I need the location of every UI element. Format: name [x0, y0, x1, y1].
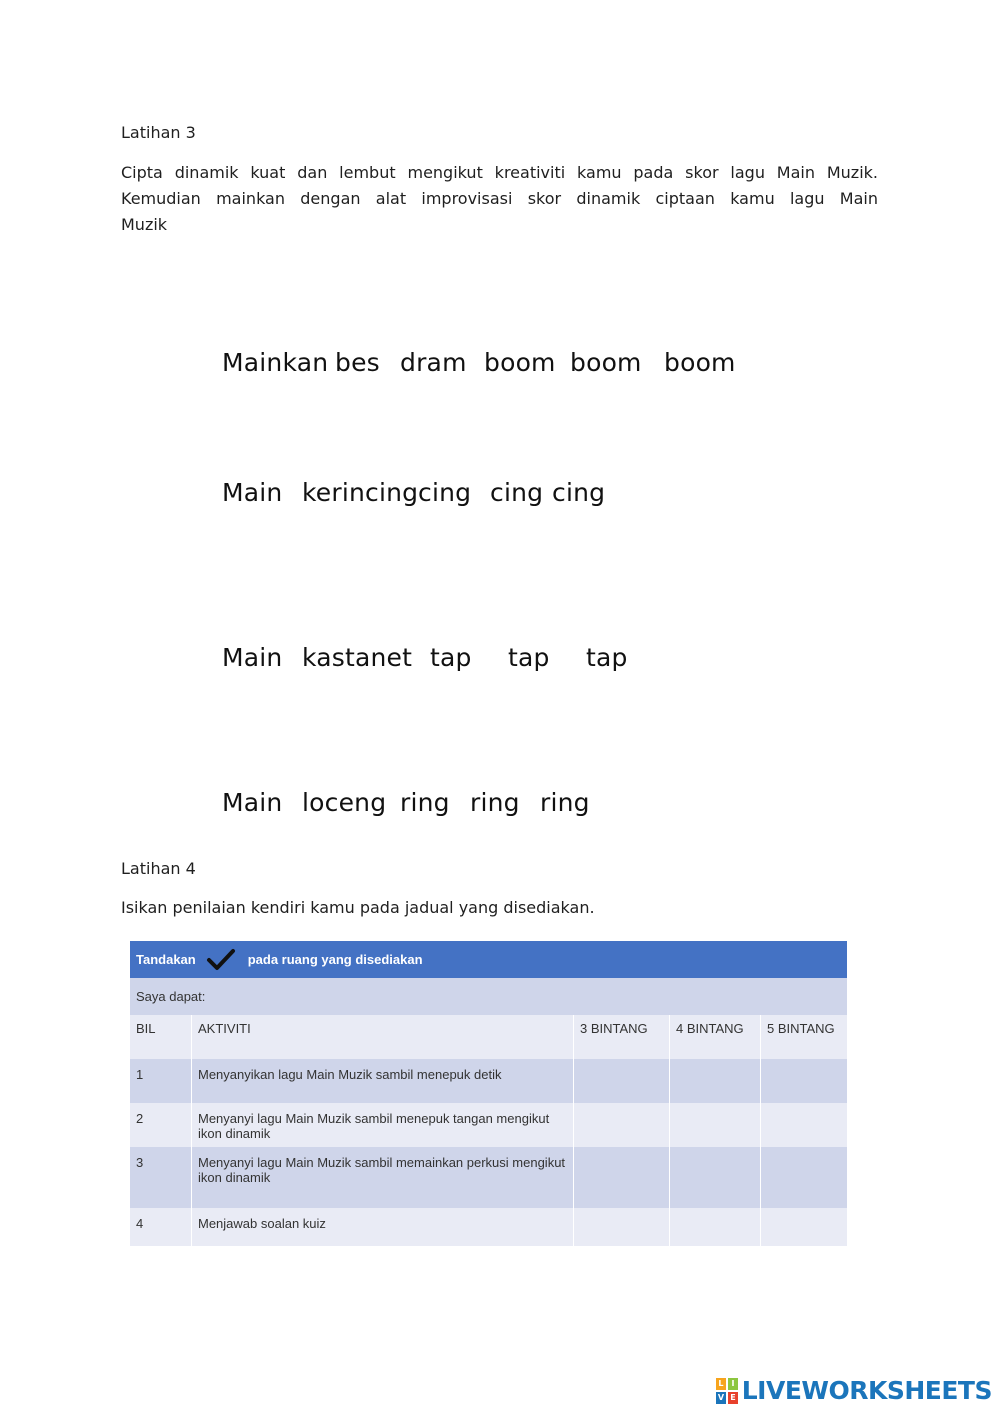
logo-letter: V	[716, 1392, 726, 1404]
lyric-word: Main	[222, 478, 283, 507]
brand-name: LIVEWORKSHEETS	[741, 1376, 992, 1405]
instruction-line-2: Kemudian mainkan dengan alat improvisasi skor dinamik ciptaan kamu lagu Main	[121, 189, 878, 208]
logo-letter: I	[728, 1378, 738, 1390]
checkmark-icon	[206, 948, 236, 972]
lyric-word: cing	[552, 478, 606, 507]
lyric-word: cing	[418, 478, 472, 507]
table-row	[130, 1147, 847, 1208]
header-suffix: pada ruang yang disediakan	[247, 952, 423, 967]
instruction-line-3: Muzik	[121, 215, 168, 234]
rating-cell-4[interactable]	[670, 1059, 761, 1103]
rating-cell-5[interactable]	[761, 1147, 847, 1208]
lyric-word: tap	[586, 643, 628, 672]
liveworksheets-logo[interactable]	[716, 1376, 992, 1405]
header-prefix: Tandakan	[136, 952, 196, 967]
table-header	[130, 941, 847, 978]
lyric-word: ring	[470, 788, 520, 817]
lyric-word: cing	[490, 478, 544, 507]
lyric-word: kastanet	[302, 643, 413, 672]
latihan4-title: Latihan 4	[121, 859, 196, 878]
rating-cell-3[interactable]	[574, 1147, 670, 1208]
lyric-word: boom	[484, 348, 556, 377]
rating-cell-3[interactable]	[574, 1208, 670, 1246]
lyric-word: boom	[570, 348, 642, 377]
row-aktiviti: Menjawab soalan kuiz	[192, 1208, 574, 1246]
lyric-word: ring	[400, 788, 450, 817]
table-row	[130, 1059, 847, 1103]
row-aktiviti: Menyanyi lagu Main Muzik sambil memainkan perkusi mengikut ikon dinamik	[192, 1147, 574, 1208]
lyric-word: boom	[664, 348, 736, 377]
rating-cell-3[interactable]	[574, 1059, 670, 1103]
rating-cell-4[interactable]	[670, 1208, 761, 1246]
lyric-word: loceng	[302, 788, 387, 817]
row-bil: 2	[130, 1103, 192, 1147]
rating-cell-4[interactable]	[670, 1147, 761, 1208]
lyric-word: tap	[430, 643, 472, 672]
rating-cell-3[interactable]	[574, 1103, 670, 1147]
column-header-bil: BIL	[130, 1015, 192, 1059]
lyric-word: tap	[508, 643, 550, 672]
row-bil: 1	[130, 1059, 192, 1103]
rating-cell-5[interactable]	[761, 1059, 847, 1103]
rating-cell-5[interactable]	[761, 1208, 847, 1246]
row-bil: 4	[130, 1208, 192, 1246]
latihan3-instruction	[121, 160, 878, 238]
rating-cell-5[interactable]	[761, 1103, 847, 1147]
lyric-word: Mainkan	[222, 348, 329, 377]
lyric-word: bes	[335, 348, 380, 377]
latihan4-instruction: Isikan penilaian kendiri kamu pada jadual yang disediakan.	[121, 898, 595, 917]
lyric-word: kerincing	[302, 478, 419, 507]
row-aktiviti: Menyanyi lagu Main Muzik sambil menepuk tangan mengikut ikon dinamik	[192, 1103, 574, 1147]
self-assessment-table	[130, 941, 847, 1246]
rating-cell-4[interactable]	[670, 1103, 761, 1147]
liveworksheets-logo-icon	[716, 1378, 738, 1404]
subheader-text: Saya dapat:	[136, 989, 206, 1004]
lyric-word: Main	[222, 788, 283, 817]
latihan3-title: Latihan 3	[121, 123, 196, 142]
column-header-row	[130, 1015, 847, 1059]
column-header-4-bintang: 4 BINTANG	[670, 1015, 761, 1059]
lyric-word: ring	[540, 788, 590, 817]
table-row	[130, 1103, 847, 1147]
table-row	[130, 1208, 847, 1246]
lyric-word: dram	[400, 348, 467, 377]
row-bil: 3	[130, 1147, 192, 1208]
instruction-line-1: Cipta dinamik kuat dan lembut mengikut kreativiti kamu pada skor lagu Main Muzik.	[121, 163, 878, 182]
column-header-5-bintang: 5 BINTANG	[767, 1021, 835, 1036]
lyric-word: Main	[222, 643, 283, 672]
column-header-3-bintang: 3 BINTANG	[574, 1015, 670, 1059]
table-subheader	[130, 978, 847, 1015]
row-aktiviti: Menyanyikan lagu Main Muzik sambil menepuk detik	[192, 1059, 574, 1103]
column-header-aktiviti: AKTIVITI	[192, 1015, 574, 1059]
logo-letter: E	[728, 1392, 738, 1404]
logo-letter: L	[716, 1378, 726, 1390]
